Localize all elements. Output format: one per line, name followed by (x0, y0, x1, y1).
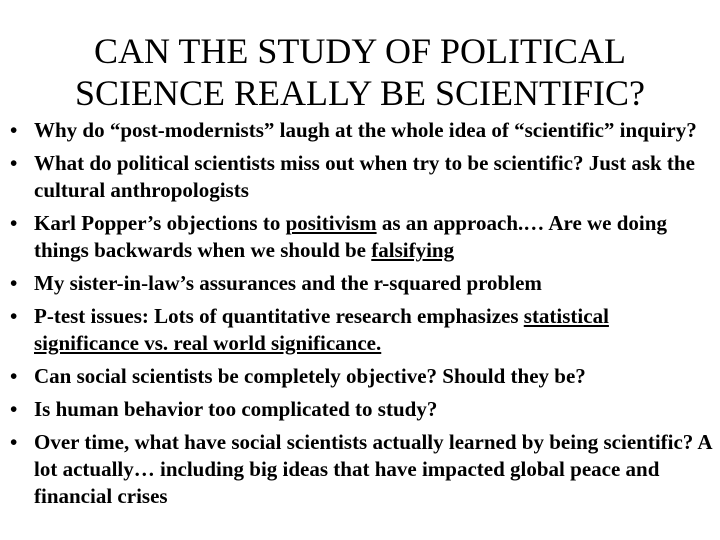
bullet-item (0, 396, 720, 423)
bullet-dot: • (10, 430, 18, 454)
bullet-text: My sister-in-law’s assurances and the r-squared problem (34, 271, 542, 295)
underlined-term-significance: statistical significance vs. real world significance. (34, 304, 609, 355)
bullet-dot: • (10, 151, 18, 175)
bullet-dot: • (10, 304, 18, 328)
bullet-dot: • (10, 397, 18, 421)
bullet-dot: • (10, 364, 18, 388)
bullet-dot: • (10, 211, 18, 235)
bullet-list (0, 117, 720, 516)
slide-title-line-2: SCIENCE REALLY BE SCIENTIFIC? (74, 73, 646, 113)
bullet-item (0, 210, 720, 264)
bullet-item (0, 270, 720, 297)
bullet-item (0, 117, 720, 144)
slide-title (20, 30, 700, 114)
bullet-item (0, 150, 720, 204)
bullet-item (0, 303, 720, 357)
underlined-term-falsifying: falsifying (371, 238, 455, 262)
underlined-term-positivism: positivism (285, 211, 377, 235)
bullet-item (0, 429, 720, 510)
bullet-item (0, 363, 720, 390)
bullet-text-part: Karl Popper’s objections to (34, 211, 286, 235)
bullet-text-part: as an approach.… Are we doing things backwards when we should be (34, 211, 667, 262)
bullet-dot: • (10, 118, 18, 142)
bullet-text-part: P-test issues: Lots of quantitative research emphasizes (34, 304, 524, 328)
bullet-dot: • (10, 271, 18, 295)
bullet-text: Can social scientists be completely objective? Should they be? (34, 364, 586, 388)
bullet-text: Why do “post-modernists” laugh at the whole idea of “scientific” inquiry? (34, 118, 697, 142)
bullet-text: Is human behavior too complicated to study? (34, 397, 438, 421)
bullet-text: What do political scientists miss out when try to be scientific? Just ask the cultural anthropologists (34, 151, 695, 202)
bullet-text: Over time, what have social scientists actually learned by being scientific? A lot actually… including big ideas that have impacted global peace and financial crises (34, 430, 712, 508)
slide-title-line-1: CAN THE STUDY OF POLITICAL (93, 31, 626, 71)
